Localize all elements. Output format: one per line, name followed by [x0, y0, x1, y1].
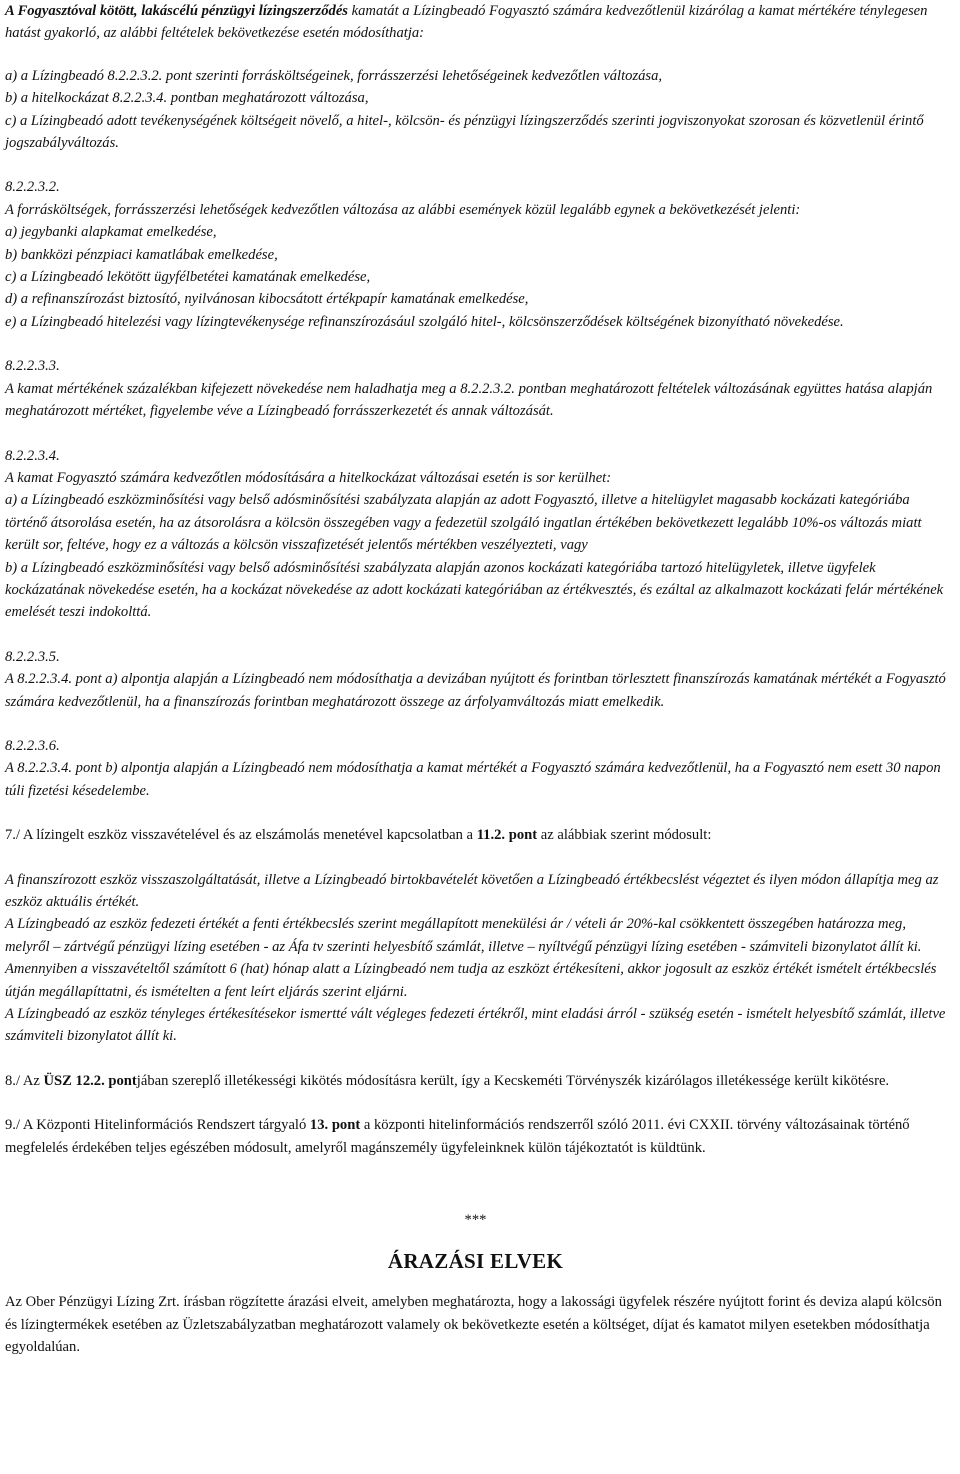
- paragraph: A Lízingbeadó az eszköz tényleges értékesítésekor ismertté vált végleges fedezeti értékről, mint eladási árról - szükség esetén - ismételt helyesbítő számlát, illetve számviteli bizonylatot állít ki.: [5, 1006, 946, 1045]
- section-number: 8.2.2.3.2.: [5, 179, 60, 196]
- list-item: a) jegybanki alapkamat emelkedése,: [5, 224, 217, 241]
- section-heading: ÁRAZÁSI ELVEK: [387, 1249, 564, 1274]
- list-item: e) a Lízingbeadó hitelezési vagy lízingtevékenysége refinanszírozásául szolgáló hitel-, kölcsönszerződések költségének bizonyítható növekedése.: [5, 313, 844, 330]
- intro-bold-text: A Fogyasztóval kötött, lakáscélú pénzügyi lízingszerződés: [5, 3, 348, 19]
- section-8-2-2-3-3: [5, 355, 946, 422]
- item-9-post: a központi hitelinformációs rendszerről szóló 2011. évi CXXII. törvény változásainak történő megfelelés érdekében teljes egészében módosult, amelyről magánszemély ügyfeleinknek külön tájékoztatót is küldtünk.: [5, 1117, 910, 1156]
- section-text: A kamat mértékének százalékban kifejezett növekedése nem haladhatja meg a 8.2.2.3.2. pontban meghatározott feltételek változásának együttes hatása alapján meghatározott mértéket, figyelembe véve a Lízingbeadó forrásszerkezetét és annak változását.: [5, 380, 933, 420]
- paragraph-intro: [5, 0, 946, 45]
- paragraph: A finanszírozott eszköz visszaszolgáltatását, illetve a Lízingbeadó birtokbavételét követően a Lízingbeadó értékbecslést végeztet és ilyen módon állapítja meg az eszköz aktuális értékét.: [5, 871, 939, 910]
- section-text: A 8.2.2.3.4. pont b) alpontja alapján a Lízingbeadó nem módosíthatja a kamat mértékét a Fogyasztó számára kedvezőtlenül, ha a Fogyasztó nem esett 30 napon túli fizetési késedelembe.: [5, 760, 941, 799]
- section-intro: A kamat Fogyasztó számára kedvezőtlen módosítására a hitelkockázat változásai esetén is sor kerülhet:: [5, 469, 612, 486]
- section-interest-conditions: [5, 0, 946, 154]
- list-item: b) bankközi pénzpiaci kamatlábak emelkedése,: [5, 246, 278, 263]
- condition-a: a) a Lízingbeadó eszközminősítési vagy belső adósminősítési szabályzata alapján az adott Fogyasztó, illetve a hitelügylet magasabb kockázati kategóriába történő átsorolása esetén, ha az átsorolásra a kölcsön összegében vagy a fedezetül szolgáló ingatlan értékében bekövetkezett legalább 10%-os változás miatt került sor, feltéve, hogy ez a változás a kölcsön visszafizetését jelentős mértékben veszélyezteti, vagy: [5, 492, 922, 554]
- section-text: A 8.2.2.3.4. pont a) alpontja alapján a Lízingbeadó nem módosíthatja a devizában nyújtott és forintban törlesztett finanszírozás kamatának mértékét a Fogyasztó számára kedvezőtlenül, ha a finanszírozás forintban meghatározott összege az árfolyamváltozás miatt emelkedik.: [5, 671, 946, 710]
- item-8-post: jában szereplő illetékességi kikötés módosításra került, így a Kecskeméti Törvényszék kizárólagos illetékessége került kikötésre.: [136, 1072, 890, 1089]
- item-7-post: az alábbiak szerint módosult:: [537, 827, 712, 844]
- paragraph: Amennyiben a visszavételtől számított 6 (hat) hónap alatt a Lízingbeadó nem tudja az eszközt értékesíteni, akkor jogosult az eszköz értékét ismételt értékbecslés útján megállapíttatni, és ismételten a fent leírt eljárás szerint eljárni.: [5, 961, 937, 1000]
- item-7-pre: 7./ A lízingelt eszköz visszavételével és az elszámolás menetével kapcsolatban a: [5, 827, 477, 844]
- item-7-bold: 11.2. pont: [476, 827, 538, 844]
- list-item: d) a refinanszírozást biztosító, nyilvánosan kibocsátott értékpapír kamatának emelkedése,: [5, 291, 529, 308]
- item-7-body: [5, 869, 946, 1048]
- closing-paragraph: Az Ober Pénzügyi Lízing Zrt. írásban rögzítette árazási elveit, amelyben meghatározta, hogy a lakossági ügyfelek részére nyújtott forint és deviza alapú kölcsön és lízingtermékek esetében az Üzletszabályzatban meghatározott valamely ok bekövetkezte esetén a költséget, díjat és kamatot milyen esetekben módosíthatja egyoldalúan.: [5, 1294, 942, 1356]
- item-8: [5, 1070, 946, 1092]
- item-7-heading: [5, 824, 946, 846]
- section-8-2-2-3-6: [5, 735, 946, 802]
- section-number: 8.2.2.3.3.: [5, 358, 60, 375]
- separator: ***: [464, 1212, 487, 1229]
- list-item: c) a Lízingbeadó lekötött ügyfélbetétei kamatának emelkedése,: [5, 269, 371, 286]
- paragraph: A Lízingbeadó az eszköz fedezeti értékét a fenti értékbecslés szerint megállapított menekülési ár / vételi ár 20%-kal csökkentett összegében határozza meg, melyről – zártvégű pénzügyi lízing esetében - az Áfa tv szerinti helyesbítő számlát, illetve – nyíltvégű pénzügyi lízing esetében - számviteli bizonylatot állít ki.: [5, 916, 922, 955]
- item-9-pre: 9./ A Központi Hitelinformációs Rendszert tárgyaló: [5, 1117, 310, 1134]
- condition-c: c) a Lízingbeadó adott tevékenységének költségeit növelő, a hitel-, kölcsön- és pénzügyi lízingszerződés szerinti jogviszonyokat szorosan és közvetlenül érintő jogszabályváltozás.: [5, 112, 924, 152]
- condition-b: b) a hitelkockázat 8.2.2.3.4. pontban meghatározott változása,: [5, 90, 369, 107]
- section-intro: A forrásköltségek, forrásszerzési lehetőségek kedvezőtlen változása az alábbi események közül legalább egynek a bekövetkezését jelenti:: [5, 201, 801, 218]
- item-9: [5, 1114, 946, 1159]
- section-8-2-2-3-4: [5, 445, 946, 624]
- condition-b: b) a Lízingbeadó eszközminősítési vagy belső adósminősítési szabályzata alapján azonos kockázati kategóriába tartozó hitelügyletek, illetve ügyfelek kockázatának növekedése esetén, ha a kockázat növekedése az adott kockázati kategóriában az értékvesztés, és ezáltal az alkalmazott kockázati felár mértékének emelését teszi indokolttá.: [5, 559, 944, 621]
- section-8-2-2-3-2: [5, 176, 946, 333]
- condition-a: a) a Lízingbeadó 8.2.2.3.2. pont szerinti forrásköltségeinek, forrásszerzési lehetőségeinek kedvezőtlen változása,: [5, 67, 663, 84]
- section-number: 8.2.2.3.6.: [5, 737, 60, 754]
- item-8-pre: 8./ Az: [5, 1072, 44, 1089]
- section-number: 8.2.2.3.5.: [5, 648, 60, 665]
- section-number: 8.2.2.3.4.: [5, 447, 60, 464]
- item-9-bold: 13. pont: [309, 1117, 361, 1134]
- intro-text: kamatát a Lízingbeadó Fogyasztó számára kedvezőtlenül kizárólag a kamat mértékére ténylegesen hatást gyakorló, az alábbi feltételek bekövetkezése esetén módosíthatja:: [5, 3, 928, 42]
- section-8-2-2-3-5: [5, 646, 946, 713]
- item-8-bold: ÜSZ 12.2. pont: [43, 1072, 137, 1089]
